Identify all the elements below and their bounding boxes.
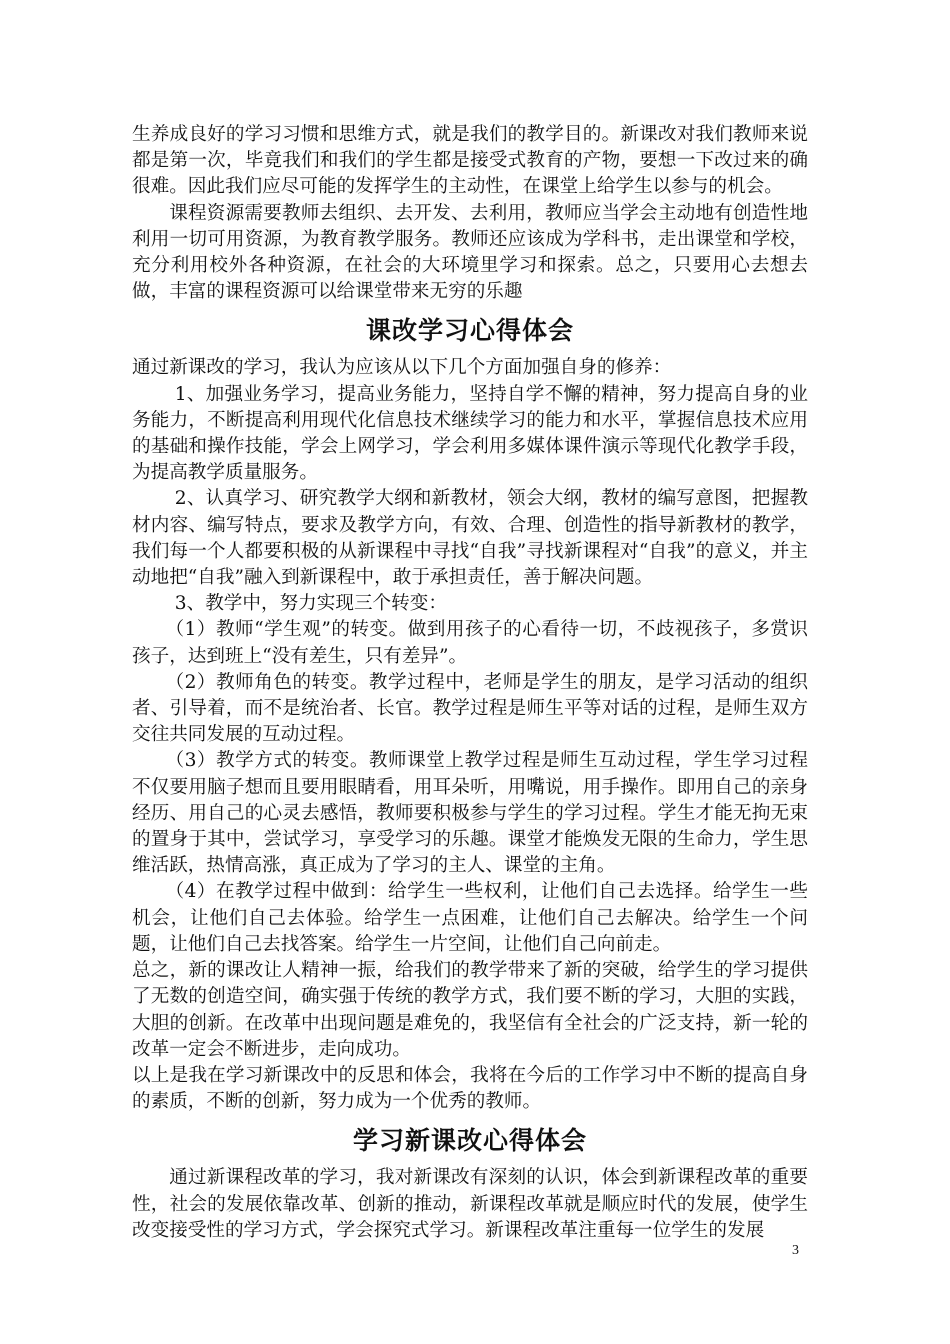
section1-paragraph-item-2: 2、认真学习、研究教学大纲和新教材，领会大纲，教材的编写意图，把握教材内容、编写特点，要求及教学方向，有效、合理、创造性的指导新教材的教学，我们每一个人都要积极的从新课程中寻找“自我”寻找新课程对“自我”的意义，并主动地把“自我”融入到新课程中，敢于承担责任，善于解决问题。: [132, 488, 808, 589]
section-title-1: 课改学习心得体会: [365, 316, 574, 346]
section1-paragraph-item-1: 1、加强业务学习，提高业务能力，坚持自学不懈的精神，努力提高自身的业务能力，不断提高利用现代化信息技术继续学习的能力和水平，掌握信息技术应用的基础和操作技能，学会上网学习，学会利用多媒体课件演示等现代化教学手段，为提高教学质量服务。: [132, 383, 808, 484]
section1-summary: 总之，新的课改让人精神一振，给我们的教学带来了新的突破，给学生的学习提供了无数的创造空间，确实强于传统的教学方式，我们要不断的学习，大胆的实践，大胆的创新。在改革中出现问题是难免的，我坚信有全社会的广泛支持，新一轮的改革一定会不断进步，走向成功。: [132, 960, 808, 1060]
section1-subitem-4: （4）在教学过程中做到：给学生一些权利，让他们自己去选择。给学生一些机会，让他们自己去体验。给学生一点困难，让他们自己去解决。给学生一个问题，让他们自己去找答案。给学生一片空间，让他们自己向前走。: [132, 881, 808, 955]
page-body: [132, 122, 808, 1244]
section1-paragraph-item-3: 3、教学中，努力实现三个转变：: [174, 593, 447, 615]
section1-subitem-2: （2）教师角色的转变。教学过程中，老师是学生的朋友，是学习活动的组织者、引导着，而不是统治者、长官。教学过程是师生平等对话的过程，是师生双方交往共同发展的互动过程。: [132, 671, 808, 746]
section-title-2: 学习新课改心得体会: [352, 1126, 587, 1156]
section1-subitem-3: （3）教学方式的转变。教师课堂上教学过程是师生互动过程，学生学习过程不仅要用脑子想而且要用眼睛看，用耳朵听，用嘴说，用手操作。即用自己的亲身经历、用自己的心灵去感悟，教师要积极参与学生的学习过程。学生才能无拘无束的置身于其中，尝试学习，享受学习的乐趣。课堂才能焕发无限的生命力，学生思维活跃，热情高涨，真正成为了学习的主人、课堂的主角。: [132, 750, 808, 877]
section1-conclusion: 以上是我在学习新课改中的反思和体会，我将在今后的工作学习中不断的提高自身的素质，不断的创新，努力成为一个优秀的教师。: [132, 1064, 808, 1113]
section1-paragraph-intro: 通过新课改的学习，我认为应该从以下几个方面加强自身的修养：: [132, 357, 672, 379]
page-number: 3: [792, 1243, 799, 1258]
section1-subitem-1: （1）教师“学生观”的转变。做到用孩子的心看待一切，不歧视孩子，多赏识孩子，达到班上“没有差生，只有差异”。: [132, 619, 808, 667]
section2-paragraph-1: 通过新课程改革的学习，我对新课改有深刻的认识，体会到新课程改革的重要性，社会的发展依靠改革、创新的推动，新课程改革就是顺应时代的发展，使学生改变接受性的学习方式，学会探究式学习。新课程改革注重每一位学生的发展: [132, 1167, 808, 1241]
intro-paragraph-1: 生养成良好的学习习惯和思维方式，就是我们的教学目的。新课改对我们教师来说都是第一次，毕竟我们和我们的学生都是接受式教育的产物，要想一下改过来的确很难。因此我们应尽可能的发挥学生的主动性，在课堂上给学生以参与的机会。: [132, 124, 808, 198]
intro-paragraph-2: 课程资源需要教师去组织、去开发、去利用，教师应当学会主动地有创造性地利用一切可用资源，为教育教学服务。教师还应该成为学科书，走出课堂和学校，充分利用校外各种资源，在社会的大环境里学习和探索。总之，只要用心去想去做，丰富的课程资源可以给课堂带来无穷的乐趣: [132, 202, 808, 303]
